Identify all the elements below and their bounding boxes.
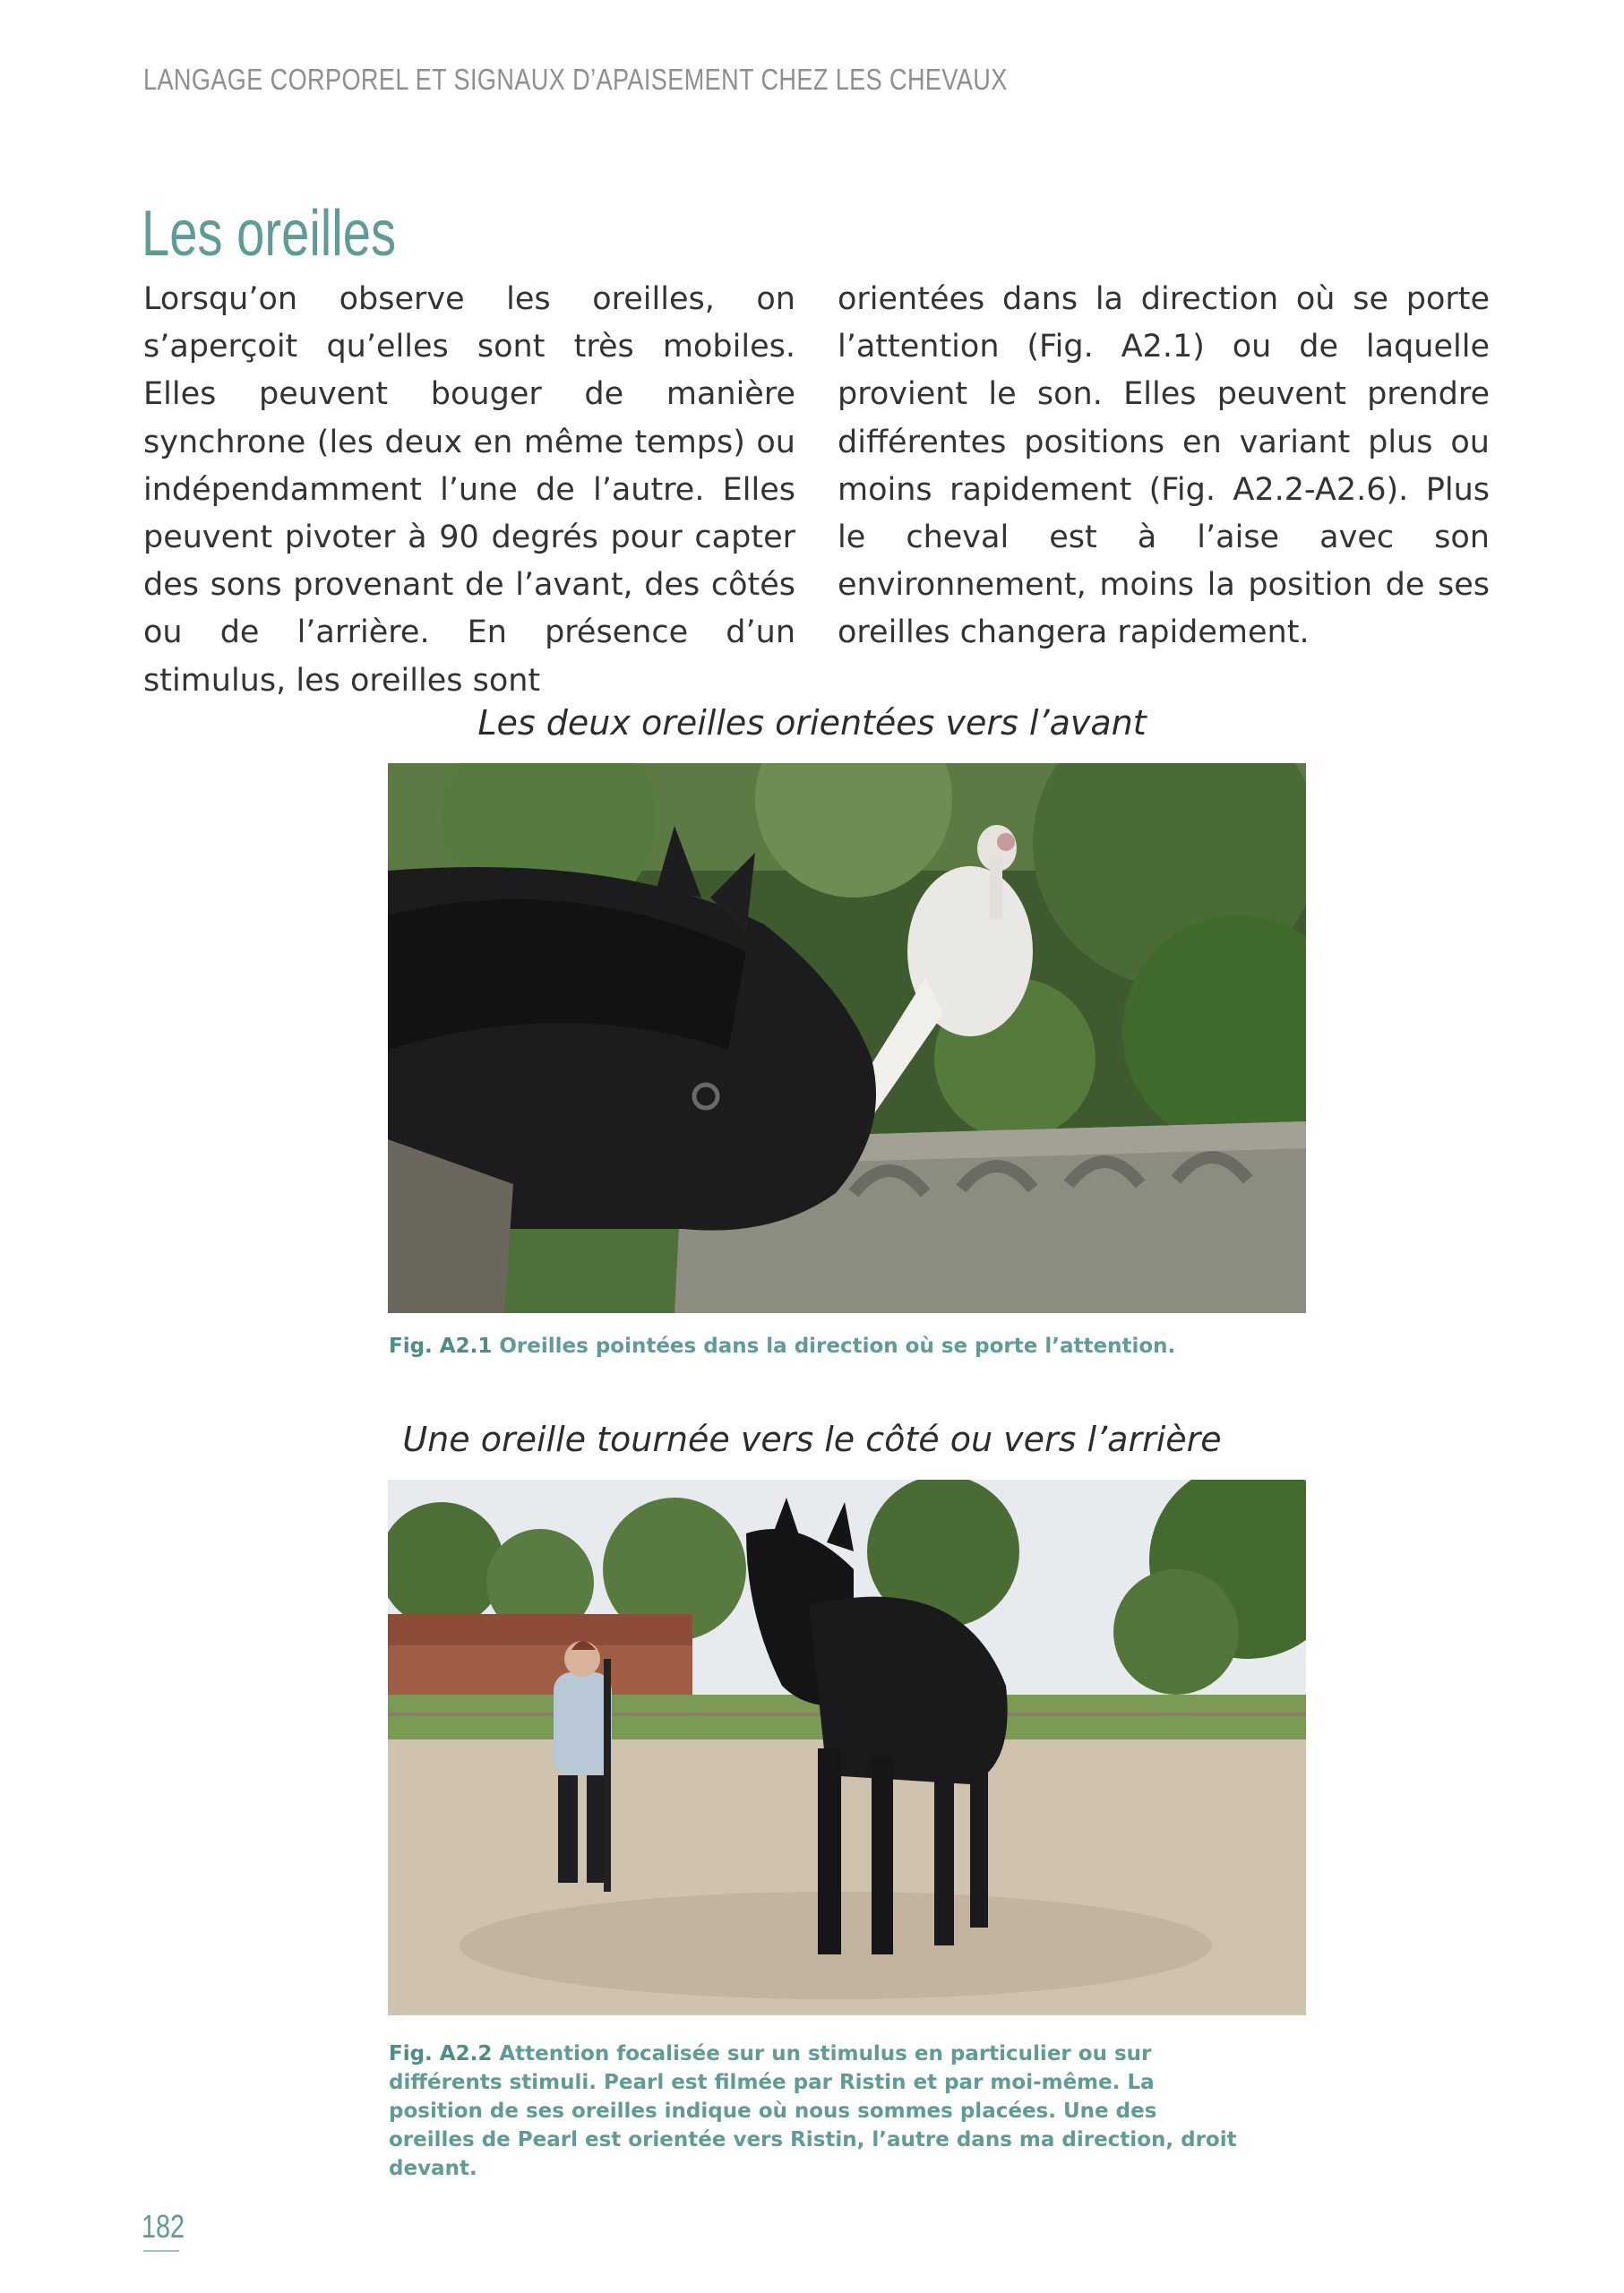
body-column-left: Lorsqu’on observe les oreilles, on s’aperçoit qu’elles sont très mobiles. Elles peuvent bouger de manière synchrone (les deux en même temps) ou indépendamment l’une de l’autre. Elles peuvent pivoter à 90 degrés pour capter des sons provenant de l’avant, des côtés ou de l’arrière. En présence d’un stimulus, les oreilles sont xyxy=(143,281,795,699)
figure-2-caption xyxy=(389,2040,1249,2183)
section-title: Les oreilles xyxy=(142,198,397,270)
figure-1-heading: Les deux oreilles orientées vers l’avant xyxy=(477,703,1147,743)
figure-2-heading: Une oreille tournée vers le côté ou vers l’arrière xyxy=(402,1420,1222,1459)
page-number: 182 xyxy=(142,2208,185,2245)
body-text xyxy=(143,276,1490,705)
running-header: LANGAGE CORPOREL ET SIGNAUX D’APAISEMENT CHEZ LES CHEVAUX xyxy=(143,63,1008,96)
figure-1-label: Fig. A2.1 xyxy=(389,1335,493,1358)
figure-2-label: Fig. A2.2 xyxy=(389,2042,493,2065)
figure-1-caption xyxy=(389,1332,1231,1361)
figure-1-photo xyxy=(388,763,1306,1313)
figure-1-caption-text: Oreilles pointées dans la direction où se porte l’attention. xyxy=(499,1335,1176,1358)
figure-2-caption-text: Attention focalisée sur un stimulus en particulier ou sur différents stimuli. Pearl est filmée par Ristin et par moi-même. La position de ses oreilles indique où nous sommes placées. Une des oreilles de Pearl est orientée vers Ristin, l’autre dans ma direction, droit devant. xyxy=(389,2042,1237,2180)
figure-2-photo xyxy=(388,1480,1306,2015)
body-column-right: orientées dans la direction où se porte l’attention (Fig. A2.1) ou de laquelle provient le son. Elles peuvent prendre différentes positions en variant plus ou moins rapidement (Fig. A2.2-A2.6). Plus le cheval est à l’aise avec son environnement, moins la position de ses oreilles changera rapidement. xyxy=(838,281,1490,651)
page-number-underline xyxy=(143,2250,179,2252)
